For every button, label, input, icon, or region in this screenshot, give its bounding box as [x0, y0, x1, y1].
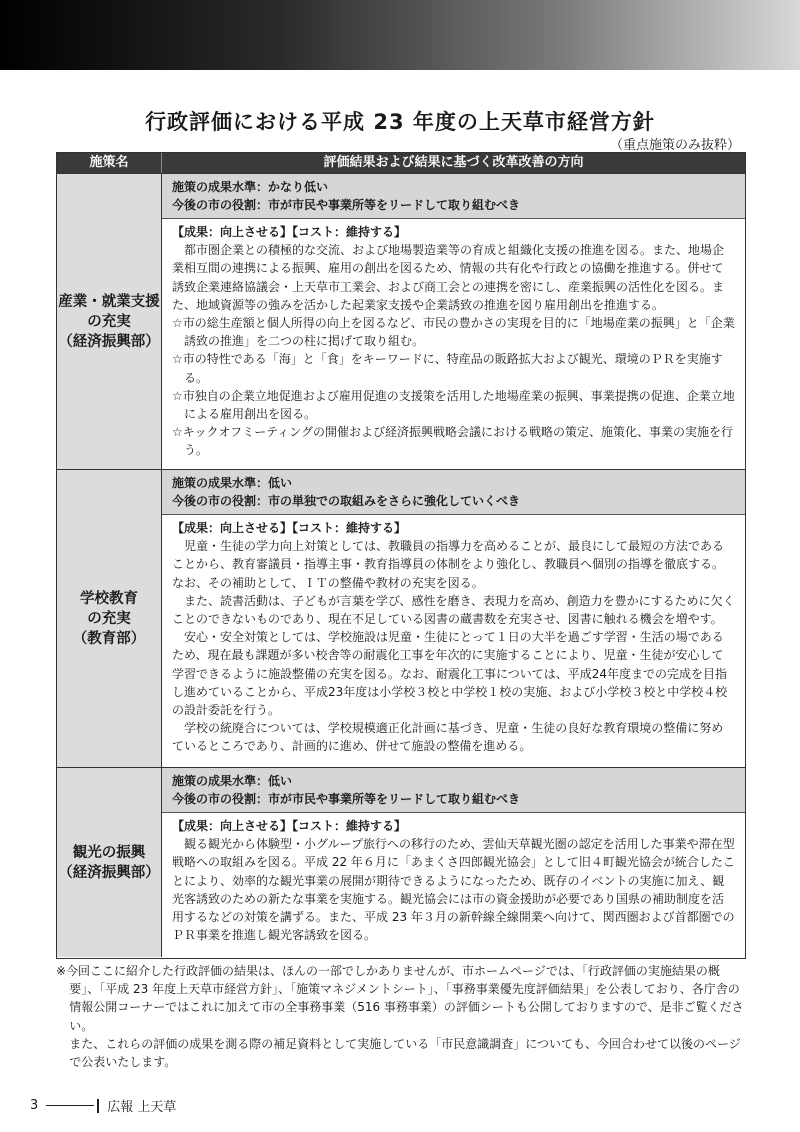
policy-name-line: （経済振興部） [58, 333, 160, 350]
policy-name-line: の充実 [87, 610, 131, 627]
footnote [56, 962, 748, 1071]
header-policy-name: 施策名 [57, 153, 162, 173]
direction-cell [162, 470, 745, 767]
evaluation-box [162, 470, 745, 515]
result-cost-tag: 【成果：向上させる】【コスト：維持する】 [172, 819, 407, 833]
direction-cell [162, 174, 745, 469]
result-cost-tag: 【成果：向上させる】【コスト：維持する】 [172, 521, 407, 535]
publication-name: 広報 上天草 [107, 1100, 177, 1115]
paragraph: 都市圏企業との積極的な交流、および地場製造業等の育成と組織化支援の推進を図る。また、地場企業相互間の連携による振興、雇用の創出を図るため、情報の共有化や行政との協働を推進する。併せて誘致企業連絡協議会・上天草市工業会、および商工会との連携を密にし、産業振興の活性化を図る。また、地域資源等の強みを活かした起業家支援や企業誘致の推進を図り雇用創出を推進する。 [172, 243, 725, 312]
policy-name-cell [57, 470, 162, 767]
direction-text [162, 219, 745, 460]
page-title: 行政評価における平成 23 年度の上天草市経営方針 [145, 110, 655, 134]
paragraph: 学校の統廃合については、学校規模適正化計画に基づき、児童・生徒の良好な教育環境の整備に努めているところであり、計画的に進め、併せて施設の整備を進める。 [172, 721, 724, 754]
footnote-paragraph: また、これらの評価の成果を測る際の補足資料として実施している「市民意識調査」についても、今回合わせて以後のページで公表いたします。 [69, 1036, 741, 1070]
policy-name-cell [57, 174, 162, 469]
paragraph: 安心・安全対策としては、学校施設は児童・生徒にとって１日の大半を過ごす学習・生活の場であるため、現在最も課題が多い校舎等の耐震化工事を年次的に実施することにより、児童・生徒が安心して学習できるように施設整備の充実を図る。なお、耐震化工事については、平成24年度までの完成を目指し進めていることから、平成23年度は小学校３校と中学校１校の実施、および小学校３校と中学校４校の設計委託を行う。 [172, 630, 728, 718]
table-row [57, 173, 745, 469]
table-row [57, 767, 745, 957]
table-row [57, 469, 745, 767]
achievement-level: 施策の成果水準：低い [172, 476, 293, 490]
paragraph: また、読書活動は、子どもが言葉を学び、感性を磨き、表現力を高め、創造力を豊かにするために欠くことのできないものであり、現在不足している図書の蔵書数を充実させ、図書に触れる機会を増やす。 [172, 593, 735, 627]
evaluation-box [162, 768, 745, 813]
policy-name-line: 学校教育 [80, 590, 138, 607]
policy-name-line: の充実 [87, 313, 131, 330]
paragraph: 児童・生徒の学力向上対策としては、教職員の指導力を高めることが、最良にして最短の方法であることから、教育審議員・指導主事・教育指導員の体制をより強化し、教職員へ個別の指導を徹底する。なお、その補助として、ＩＴの整備や教材の充実を図る。 [172, 539, 725, 590]
direction-text [162, 813, 745, 944]
achievement-level: 施策の成果水準：低い [172, 774, 293, 788]
evaluation-box [162, 174, 745, 219]
star-item: ☆市独自の企業立地促進および雇用促進の支援策を活用した地場産業の振興、事業提携の促進、企業立地による雇用創出を図る。 [172, 388, 735, 422]
paragraph: 観る観光から体験型・小グループ旅行への移行のため、雲仙天草観光圏の認定を活用した事業や滞在型戦略への取組みを図る。平成 22 年６月に「あまくさ四郎観光協会」として旧４町観光協会が統合したことにより、効率的な観光事業の展開が期待できるようになったため、既存のイベントの実施に加え、観光客誘致のための新たな事業を実施する。観光協会には市の資金援助が必要であり国県の補助制度を活用するなどの対策を講ずる。また、平成 23 年３月の新幹線全線開業へ向けて、関西圏および首都圏でのＰＲ事業を推進し観光客誘致を図る。 [172, 837, 735, 943]
direction-text [162, 515, 745, 756]
policy-name-line: 観光の振興 [72, 844, 146, 861]
policy-name-line: 産業・就業支援 [58, 293, 160, 310]
star-item: ☆市の総生産額と個人所得の向上を図るなど、市民の豊かさの実現を目的に「地場産業の振興」と「企業誘致の推進」を二つの柱に掲げて取り組む。 [172, 316, 735, 349]
city-role: 今後の市の役割：市が市民や事業所等をリードして取り組むべき [172, 198, 521, 212]
footer-rule [46, 1105, 94, 1106]
city-role: 今後の市の役割：市の単独での取組みをさらに強化していくべき [172, 494, 521, 508]
header-band [0, 0, 800, 70]
policy-name-cell [57, 768, 162, 957]
result-cost-tag: 【成果：向上させる】【コスト：維持する】 [172, 225, 407, 239]
direction-cell [162, 768, 745, 957]
table-header [57, 153, 745, 173]
city-role: 今後の市の役割：市が市民や事業所等をリードして取り組むべき [172, 792, 521, 806]
page-number: 3 [30, 1098, 39, 1113]
page-subtitle: （重点施策のみ抜粋） [609, 138, 740, 153]
page-footer [30, 1096, 176, 1115]
star-item: ☆キックオフミーティングの開催および経済振興戦略会議における戦略の策定、施策化、事業の実施を行う。 [172, 425, 733, 458]
policy-name-line: （教育部） [72, 630, 146, 647]
star-item: ☆市の特性である「海」と「食」をキーワードに、特産品の販路拡大および観光、環境のＰＲを実施する。 [172, 352, 723, 385]
achievement-level: 施策の成果水準：かなり低い [172, 180, 329, 194]
policy-table [56, 152, 746, 959]
header-direction: 評価結果および結果に基づく改革改善の方向 [323, 155, 584, 170]
footnote-paragraph: ※今回ここに紹介した行政評価の結果は、ほんの一部でしかありませんが、市ホームページでは、「行政評価の実施結果の概要」、「平成 23 年度上天草市経営方針」、「施策マネジメントシート」、「事務事業優先度評価結果」を公表しており、各庁舎の情報公開コーナーではこれに加えて市の全事務事業（516 事務事業）の評価シートも公開しておりますので、是非ご覧ください。 [56, 964, 744, 1033]
policy-name-line: （経済振興部） [58, 864, 160, 881]
footer-bar [97, 1099, 99, 1113]
